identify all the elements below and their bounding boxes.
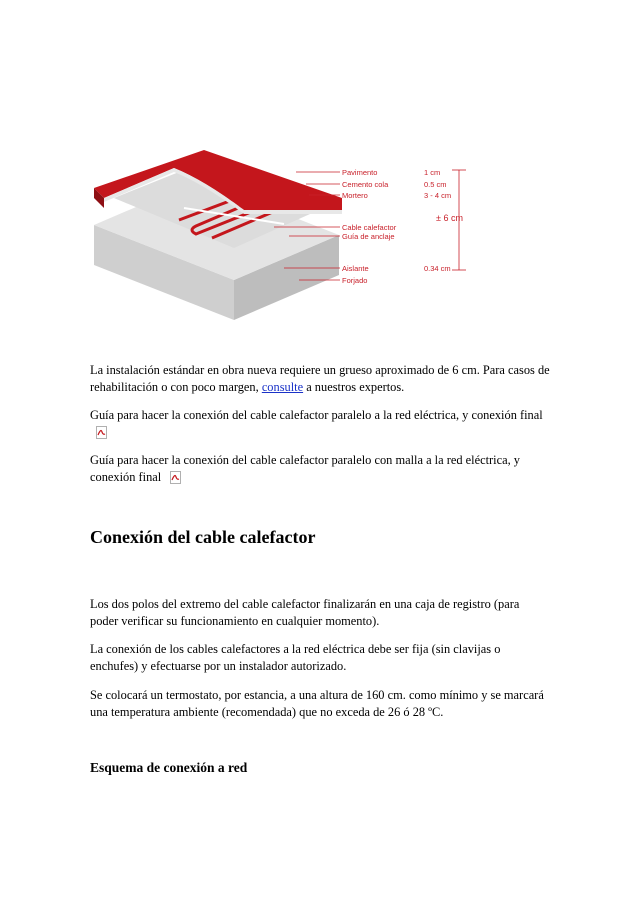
section-paragraph-2: La conexión de los cables calefactores a la red eléctrica debe ser fija (sin clavijas o enchufes) y efectuarse por un instalador autorizado.: [90, 642, 501, 673]
consult-link[interactable]: consulte: [261, 380, 304, 394]
subsection-title: Esquema de conexión a red: [90, 760, 248, 775]
floor-layers-diagram: [84, 150, 514, 320]
label-forjado: Forjado: [342, 276, 368, 285]
svg-text:1 cm: 1 cm: [424, 168, 441, 177]
guide-paragraph-2: Guía para hacer la conexión del cable calefactor paralelo con malla a la red eléctrica, y conexión final: [90, 452, 550, 489]
total-thickness-label: ± 6 cm: [436, 213, 463, 223]
intro-paragraph: La instalación estándar en obra nueva requiere un grueso aproximado de 6 cm. Para casos de rehabilitación o con poco margen, consulte a nuestros expertos.: [90, 363, 550, 394]
svg-text:0.34 cm: 0.34 cm: [424, 264, 451, 273]
label-mortero: Mortero: [342, 191, 368, 200]
section-paragraph-1: Los dos polos del extremo del cable calefactor finalizarán en una caja de registro (para poder verificar su funcionamiento en cualquier momento).: [90, 597, 520, 628]
section-title: Conexión del cable calefactor: [90, 527, 316, 547]
label-guia-anclaje: Guía de anclaje: [342, 232, 395, 241]
svg-text:3 - 4 cm: 3 - 4 cm: [424, 191, 452, 200]
label-aislante: Aislante: [342, 264, 369, 273]
label-cable-calefactor: Cable calefactor: [342, 223, 397, 232]
pdf-icon[interactable]: [96, 426, 107, 444]
guide-paragraph-1: Guía para hacer la conexión del cable calefactor paralelo a la red eléctrica, y conexión final: [90, 407, 550, 444]
section-paragraph-3: Se colocará un termostato, por estancia, a una altura de 160 cm. como mínimo y se marcará una temperatura ambiente (recomendada) que no exceda de 26 ó 28 ºC.: [90, 688, 544, 719]
label-pavimento: Pavimento: [342, 168, 378, 177]
svg-text:0.5 cm: 0.5 cm: [424, 180, 447, 189]
label-cemento-cola: Cemento cola: [342, 180, 389, 189]
pdf-icon[interactable]: [170, 471, 181, 489]
